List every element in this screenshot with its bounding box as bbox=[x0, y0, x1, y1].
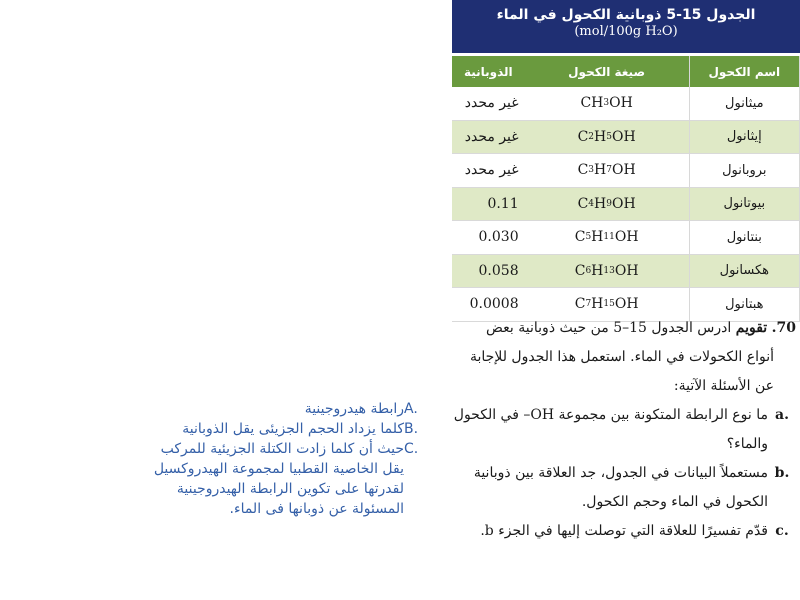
question-first-line bbox=[446, 314, 796, 343]
answers-block bbox=[150, 399, 430, 519]
question-items bbox=[446, 401, 796, 546]
solubility-cell: 0.0008 bbox=[469, 296, 519, 313]
question-item-text: ما نوع الرابطة المتكونة بين مجموعة OH– في الكحول والماء؟ bbox=[453, 407, 768, 452]
column-header-name: اسم الكحول bbox=[690, 56, 800, 87]
answer-text: كلما يزداد الحجم الجزيئى يقل الذوبانية bbox=[182, 421, 404, 437]
answer-text: حيث أن كلما زادت الكتلة الجزيئية للمركب يقل الخاصية القطبيا لمجموعة الهيدروكسيل لقدرتها على تكوين الرابطة الهيدروجينية المسئولة عن ذوبانها فى الماء. bbox=[153, 441, 404, 517]
column-header-formula: صيغة الكحول bbox=[525, 56, 690, 87]
table-row bbox=[452, 221, 800, 255]
formula-cell: CH 3 OH bbox=[525, 87, 690, 120]
solubility-cell: 0.11 bbox=[487, 195, 519, 212]
answer-label: A. bbox=[404, 401, 418, 417]
question-item bbox=[446, 459, 796, 517]
answer-item bbox=[150, 439, 430, 519]
question-item-label: b. bbox=[774, 465, 790, 481]
table-title: الجدول 15-5 ذوبانية الكحول في الماء bbox=[496, 7, 756, 23]
formula-cell: C 5 H 11 OH bbox=[525, 221, 690, 254]
alcohol-name-cell: هبتانول bbox=[690, 288, 800, 321]
question-item-label: c. bbox=[775, 523, 789, 539]
solubility-table bbox=[452, 0, 800, 322]
answer-label: C. bbox=[404, 441, 419, 457]
question-item-label: a. bbox=[775, 407, 789, 423]
alcohol-name-cell: إيثانول bbox=[690, 121, 800, 154]
table-column-headers bbox=[452, 56, 800, 87]
solubility-cell: غير محدد bbox=[464, 162, 519, 179]
table-row bbox=[452, 255, 800, 289]
question-item-text: مستعملاً البيانات في الجدول، جد العلاقة بين ذوبانية الكحول في الماء وحجم الكحول. bbox=[473, 465, 768, 510]
alcohol-name-cell: بروبانول bbox=[690, 154, 800, 187]
question-text: ادرس الجدول 15–5 من حيث ذوبانية بعض bbox=[486, 320, 732, 336]
question-item bbox=[446, 517, 796, 546]
question-line-3: عن الأسئلة الآتية: bbox=[673, 378, 774, 394]
table-row bbox=[452, 188, 800, 222]
answer-label: B. bbox=[404, 421, 419, 437]
answer-text: رابطة هيدروجينية bbox=[304, 401, 404, 417]
answer-item bbox=[150, 399, 430, 419]
formula-cell: C 6 H 13 OH bbox=[525, 255, 690, 288]
question-70 bbox=[446, 314, 796, 546]
formula-cell: C 3 H 7 OH bbox=[525, 154, 690, 187]
solubility-cell: 0.058 bbox=[478, 262, 519, 279]
table-row bbox=[452, 121, 800, 155]
alcohol-name-cell: ميثانول bbox=[690, 87, 800, 120]
table-header bbox=[452, 0, 800, 53]
answer-item bbox=[150, 419, 430, 439]
question-item-text: قدّم تفسيرًا للعلاقة التي توصلت إليها في الجزء b. bbox=[480, 523, 768, 539]
formula-cell: C 4 H 9 OH bbox=[525, 188, 690, 221]
question-line-2: أنواع الكحولات في الماء. استعمل هذا الجدول للإجابة bbox=[470, 349, 774, 365]
alcohol-name-cell: بيوتانول bbox=[690, 188, 800, 221]
question-lead: تقويم bbox=[735, 320, 768, 336]
question-number: 70. bbox=[771, 320, 796, 336]
table-subtitle: (mol/100g H₂O) bbox=[574, 24, 678, 39]
table-body bbox=[452, 87, 800, 322]
solubility-cell: غير محدد bbox=[464, 128, 519, 145]
solubility-cell: 0.030 bbox=[478, 229, 519, 246]
alcohol-name-cell: هكسانول bbox=[690, 255, 800, 288]
question-item bbox=[446, 401, 796, 459]
column-header-solubility: الذوبانية bbox=[463, 64, 513, 79]
table-row bbox=[452, 154, 800, 188]
table-row bbox=[452, 87, 800, 121]
solubility-cell: غير محدد bbox=[464, 95, 519, 112]
formula-cell: C 2 H 5 OH bbox=[525, 121, 690, 154]
alcohol-name-cell: بنتانول bbox=[690, 221, 800, 254]
formula-cell: C 7 H 15 OH bbox=[525, 288, 690, 321]
